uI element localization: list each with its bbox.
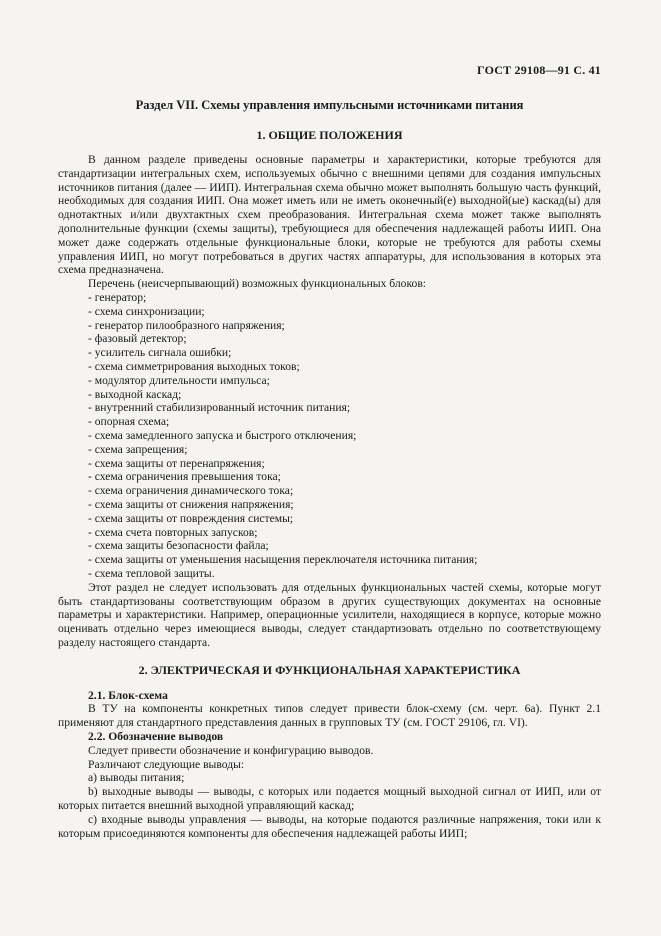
closing-paragraph: Этот раздел не следует использовать для отдельных функциональных частей схемы, которые могут быть стандартизованы соответствующим образом в других существующих документах на основные параметры и характеристики. Например, операционные усилители, находящиеся в корпусе, которые можно оценивать отдельно через имеющиеся выводы, следует стандартизовать отдельно по соответствующему разделу настоящего стандарта. (58, 580, 601, 649)
page-header: ГОСТ 29108—91 С. 41 (477, 63, 601, 77)
function-block-item: - схема защиты от повреждения системы; (88, 511, 294, 525)
pin-type-item-b: b) выходные выводы — выводы, с которых или подается мощный выходной сигнал от ИИП, или от которых питается внешний выходной управляющий каскад; (58, 785, 601, 813)
section-2-1-heading: 2.1. Блок-схема (88, 688, 168, 702)
function-block-item: - схема защиты от уменьшения насыщения переключателя источника питания; (88, 553, 478, 567)
document-body (58, 153, 601, 840)
function-block-item: - модулятор длительности импульса; (88, 373, 270, 387)
function-block-item: - усилитель сигнала ошибки; (88, 346, 232, 360)
function-block-item: - схема ограничения динамического тока; (88, 484, 294, 498)
function-block-item: - внутренний стабилизированный источник питания; (88, 401, 351, 415)
pin-type-item-a: a) выводы питания; (88, 771, 185, 785)
function-block-item: - генератор; (88, 290, 147, 304)
chapter-1-heading: 1. ОБЩИЕ ПОЛОЖЕНИЯ (256, 128, 403, 142)
function-block-item: - схема замедленного запуска и быстрого отключения; (88, 428, 357, 442)
function-block-item: - схема синхронизации; (88, 304, 205, 318)
section-2-1-paragraph: В ТУ на компоненты конкретных типов следует привести блок-схему (см. черт. 6а). Пункт 2.1 применяют для стандартного представления данных в групповых ТУ (см. ГОСТ 29106, гл. VI). (58, 702, 601, 730)
function-block-item: - выходной каскад; (88, 387, 182, 401)
chapter-2-heading: 2. ЭЛЕКТРИЧЕСКАЯ И ФУНКЦИОНАЛЬНАЯ ХАРАКТЕРИСТИКА (138, 662, 521, 677)
function-blocks-list (58, 291, 601, 581)
function-block-item: - опорная схема; (88, 415, 170, 429)
function-block-item: - схема тепловой защиты. (88, 566, 215, 580)
function-block-item: - схема защиты от снижения напряжения; (88, 497, 294, 511)
section-title: Раздел VII. Схемы управления импульсными источниками питания (135, 98, 524, 112)
pin-type-item-c: c) входные выводы управления — выводы, на которые подаются различные напряжения, токи или к которым присоединяются компоненты для обеспечения надлежащей работы ИИП; (58, 812, 601, 840)
section-2-2-heading: 2.2. Обозначение выводов (88, 730, 224, 744)
function-block-item: - фазовый детектор; (88, 332, 187, 346)
list-intro: Перечень (неисчерпывающий) возможных функциональных блоков: (88, 277, 427, 291)
pin-designation-paragraph: Следует привести обозначение и конфигурацию выводов. (88, 743, 374, 757)
function-block-item: - схема защиты от перенапряжения; (88, 456, 265, 470)
function-block-item: - схема ограничения превышения тока; (88, 470, 281, 484)
intro-paragraph: В данном разделе приведены основные параметры и характеристики, которые требуются для стандартизации интегральных схем, используемых обычно с внешними цепями для создания импульсных источников питания (далее — ИИП). Интегральная схема обычно может выполнять большую часть функций, необходимых для создания ИИП. Она может иметь или не иметь оконечный(е) выходной(ые) каскад(ы) для однотактных и/или двухтактных схем преобразования. Интегральная схема может также выполнять дополнительные функции (схемы защиты), требующиеся для обеспечения надлежащей работы ИИП. Она может даже содержать отдельные функциональные блоки, которые не требуются для работы схемы управления ИИП, но могут потребоваться в других частях аппаратуры, для использования в которых эта схема предназначена. (58, 153, 601, 277)
function-block-item: - схема симметрирования выходных токов; (88, 359, 300, 373)
function-block-item: - генератор пилообразного напряжения; (88, 318, 285, 332)
function-block-item: - схема запрещения; (88, 442, 188, 456)
pin-types-intro: Различают следующие выводы: (88, 757, 245, 771)
function-block-item: - схема счета повторных запусков; (88, 525, 258, 539)
function-block-item: - схема защиты безопасности файла; (88, 539, 269, 553)
